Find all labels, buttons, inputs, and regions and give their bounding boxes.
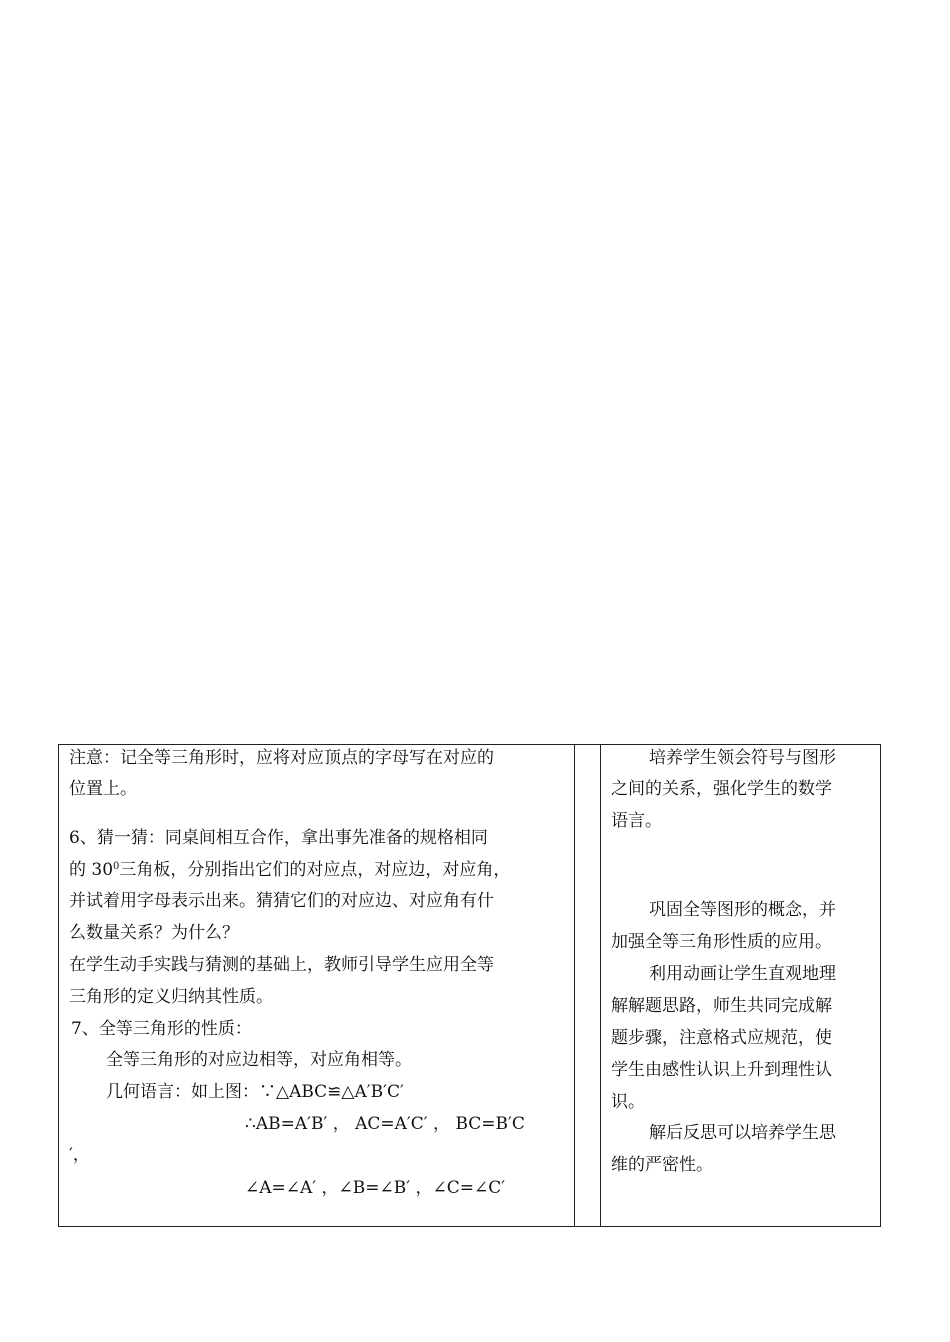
intent-p3-line-4: 学生由感性认识上升到理性认 (611, 1060, 832, 1080)
guess-line-1: 6、猜一猜：同桌间相互合作，拿出事先准备的规格相同 (69, 828, 488, 848)
property-text: 全等三角形的对应边相等，对应角相等。 (106, 1050, 412, 1070)
intent-p2-line-1: 巩固全等图形的概念，并 (649, 900, 836, 920)
guess-line-3: 并试着用字母表示出来。猜猜它们的对应边、对应角有什 (69, 891, 494, 911)
guess-line-5: 在学生动手实践与猜测的基础上，教师引导学生应用全等 (69, 955, 494, 975)
degree-superscript: 0 (113, 861, 120, 872)
intent-p1-line-2: 之间的关系，强化学生的数学 (611, 779, 832, 799)
guess-line-6: 三角形的定义归纳其性质。 (69, 987, 273, 1007)
guess-line-2 (69, 859, 510, 884)
note-line-2: 位置上。 (69, 779, 137, 799)
angle-line: ∠A=∠A′ ，∠B=∠B′ ，∠C=∠C′ (245, 1178, 506, 1198)
intent-p3-line-1: 利用动画让学生直观地理 (649, 964, 836, 984)
intent-p3-line-3: 题步骤，注意格式应规范，使 (611, 1028, 832, 1048)
teaching-content-cell (59, 745, 574, 1226)
intent-p2-line-2: 加强全等三角形性质的应用。 (611, 932, 832, 952)
intent-p4-line-2: 维的严密性。 (611, 1155, 713, 1175)
note-line-1: 注意：记全等三角形时，应将对应顶点的字母写在对应的 (69, 748, 494, 768)
intent-p1-line-3: 语言。 (611, 811, 662, 831)
geometry-language: 几何语言：如上图：∵△ABC≌△A′B′C′ (106, 1082, 404, 1102)
column-divider (574, 745, 575, 1226)
lesson-table (58, 744, 881, 1227)
intent-p1-line-1: 培养学生领会符号与图形 (649, 748, 836, 768)
property-title: 7、全等三角形的性质： (71, 1019, 252, 1039)
design-intent-cell (601, 745, 881, 1226)
therefore-line: ∴AB=A′B′ ， AC=A′C′ ， BC=B′C (245, 1114, 525, 1134)
guess-line-4: 么数量关系？为什么？ (69, 923, 239, 943)
intent-p3-line-5: 识。 (611, 1092, 645, 1112)
therefore-cont: ′， (69, 1145, 90, 1165)
guess-line-2-text: 三角板，分别指出它们的对应点，对应边，对应角， (119, 860, 511, 880)
intent-p4-line-1: 解后反思可以培养学生思 (649, 1123, 836, 1143)
guess-prefix: 的 30 (69, 860, 114, 880)
intent-p3-line-2: 解解题思路，师生共同完成解 (611, 996, 832, 1016)
